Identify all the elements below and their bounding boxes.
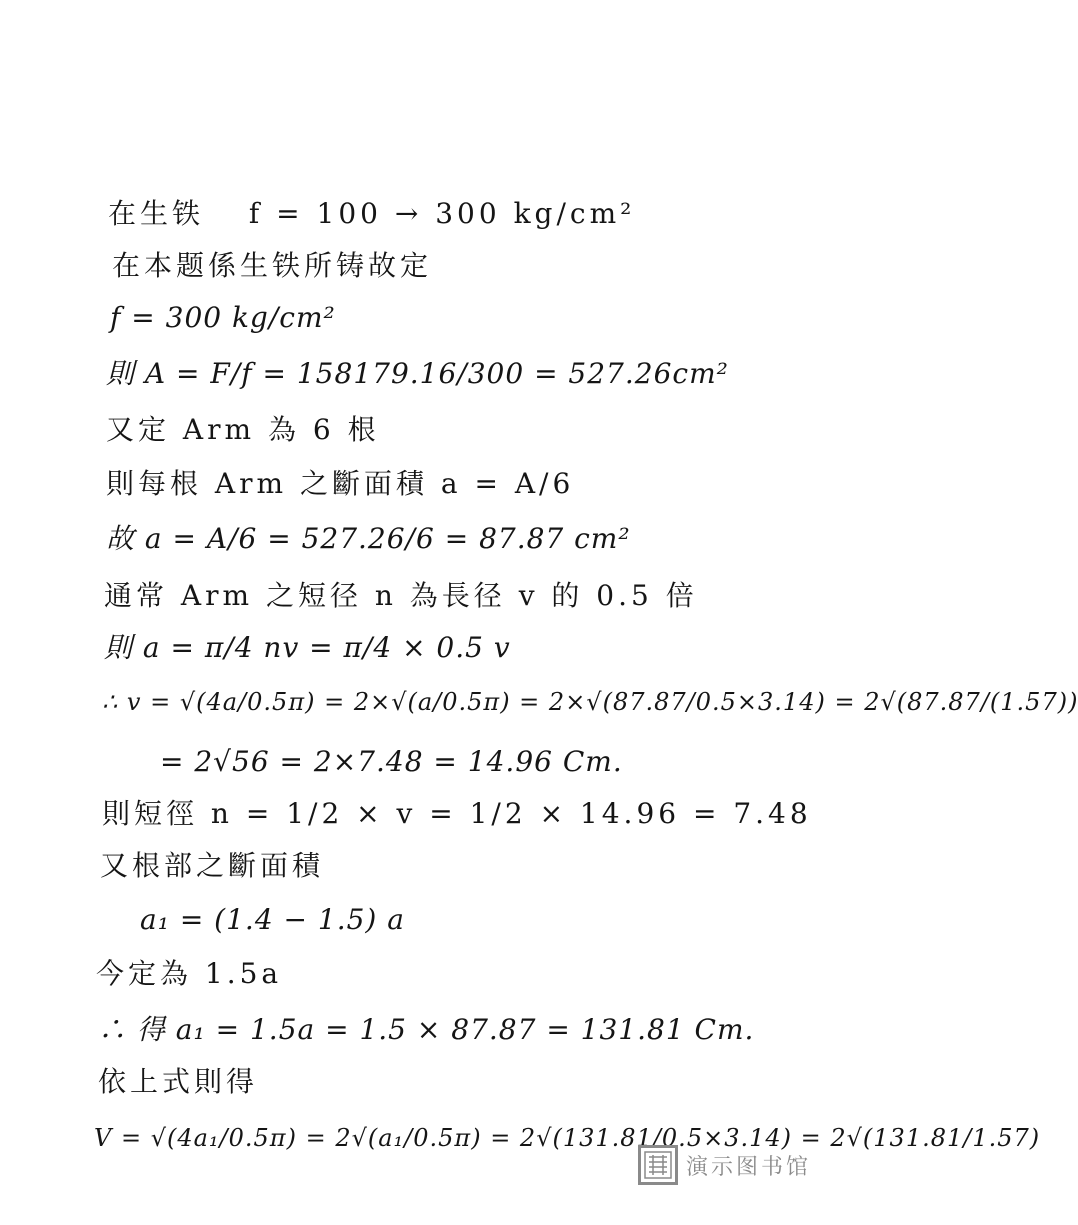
text-line-7: 故 a = A/6 = 527.26/6 = 87.87 cm²: [106, 522, 631, 555]
text-line-4: 則 A = F/f = 158179.16/300 = 527.26cm²: [106, 357, 729, 390]
text-line-11: = 2√56 = 2×7.48 = 14.96 Cm.: [160, 745, 623, 778]
watermark-text: 演示图书馆: [686, 1154, 812, 1180]
text-line-17: 依上式則得: [98, 1065, 259, 1098]
text-line-8: 通常 Arm 之短径 n 為長径 v 的 0.5 倍: [104, 579, 698, 612]
text-line-3: f = 300 kg/cm²: [110, 301, 336, 334]
text-line-6: 則每根 Arm 之斷面積 a = A/6: [106, 467, 575, 500]
text-line-16: ∴ 得 a₁ = 1.5a = 1.5 × 87.87 = 131.81 Cm.: [98, 1013, 755, 1046]
text-line-1: 在生铁 f = 100 → 300 kg/cm²: [108, 197, 636, 230]
library-watermark: [638, 1145, 811, 1185]
text-line-10: ∴ v = √(4a/0.5π) = 2×√(a/0.5π) = 2×√(87.87/0.5×3.14) = 2√(87.87/(1.57)): [102, 688, 1078, 716]
library-seal-icon: [638, 1145, 678, 1185]
text-line-18: V = √(4a₁/0.5π) = 2√(a₁/0.5π) = 2√(131.81/0.5×3.14) = 2√(131.81/1.57): [94, 1124, 1041, 1152]
text-line-2: 在本题係生铁所铸故定: [112, 249, 433, 282]
text-line-13: 又根部之斷面積: [100, 849, 325, 882]
text-line-9: 則 a = π/4 nv = π/4 × 0.5 v: [104, 631, 511, 664]
text-line-14: a₁ = (1.4 − 1.5) a: [140, 903, 405, 936]
text-line-5: 又定 Arm 為 6 根: [106, 413, 380, 446]
text-line-15: 今定為 1.5a: [96, 957, 283, 990]
text-line-12: 則短徑 n = 1/2 × v = 1/2 × 14.96 = 7.48: [102, 797, 812, 830]
